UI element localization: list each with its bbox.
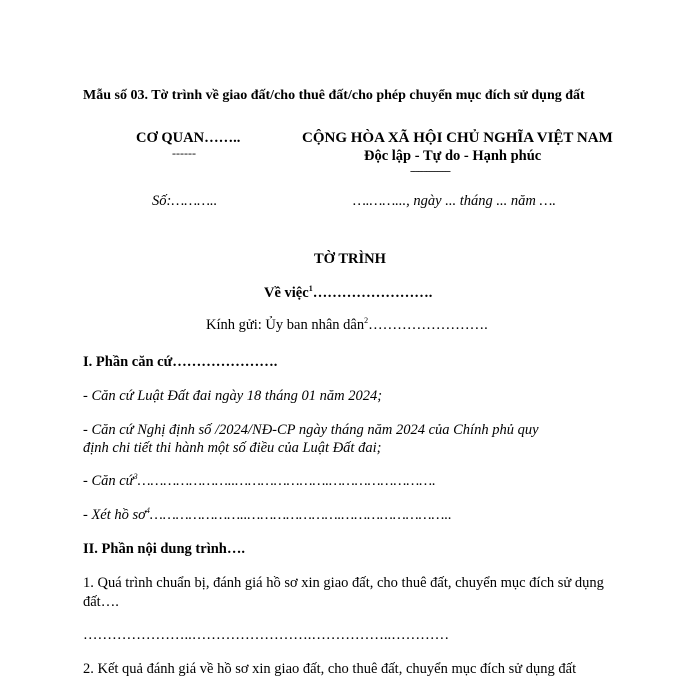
recipient-note: 2 [364, 316, 369, 325]
document-title: TỜ TRÌNH [314, 251, 386, 267]
review-note: 4 [145, 506, 150, 515]
section2-heading: II. Phần nội dung trình…. [83, 541, 245, 557]
basis-other-text: - Căn cứ [83, 473, 134, 489]
agency-name: CƠ QUAN…….. [136, 130, 241, 146]
subject-line [264, 285, 432, 302]
recipient-dots: ……………………. [368, 317, 488, 333]
basis-other-note: 3 [133, 472, 138, 481]
subject-dots: ……………………. [312, 285, 433, 301]
basis-decree-line2: định chi tiết thi hành một số điều của Luật Đất đai; [83, 440, 382, 456]
basis-decree-line1: - Căn cứ Nghị định số /2024/NĐ-CP ngày tháng năm 2024 của Chính phủ quy [83, 422, 539, 438]
basis-other-line [83, 473, 436, 490]
section1-heading: I. Phần căn cứ…………………. [83, 354, 278, 370]
subject-text: Về việc [264, 285, 309, 301]
section2-item2-line1: 2. Kết quả đánh giá về hồ sơ xin giao đất, cho thuê đất, chuyển mục đích sử dụng đất [83, 661, 577, 677]
motto-rule: --------------- [410, 165, 450, 177]
recipient-line [206, 317, 488, 334]
document-number: Số:……….. [152, 193, 218, 209]
agency-rule: ------ [172, 146, 196, 160]
recipient-text: Kính gửi: Ủy ban nhân dân [206, 317, 365, 333]
review-text: - Xét hồ sơ [83, 507, 146, 523]
section2-item1-line1: 1. Quá trình chuẩn bị, đánh giá hồ sơ xin giao đất, cho thuê đất, chuyển mục đích sử dụng [83, 575, 604, 591]
subject-note: 1 [308, 284, 313, 293]
section2-item1-line2: đất…. [83, 594, 119, 610]
section2-dots-line: …………………..…………………….……………..………… [83, 627, 450, 643]
document-date: ….……..., ngày ... tháng ... năm …. [353, 193, 557, 209]
review-line [83, 507, 452, 524]
form-title: Mẫu số 03. Tờ trình về giao đất/cho thuê đất/cho phép chuyển mục đích sử dụng đất [83, 88, 585, 103]
country-name: CỘNG HÒA XÃ HỘI CHỦ NGHĨA VIỆT NAM [302, 130, 613, 146]
basis-other-dots: …………………..………………….……………………. [137, 473, 436, 489]
review-dots: …………………..………………….…………………….. [149, 507, 452, 523]
basis-law: - Căn cứ Luật Đất đai ngày 18 tháng 01 năm 2024; [83, 388, 383, 404]
motto: Độc lập - Tự do - Hạnh phúc [364, 148, 542, 164]
